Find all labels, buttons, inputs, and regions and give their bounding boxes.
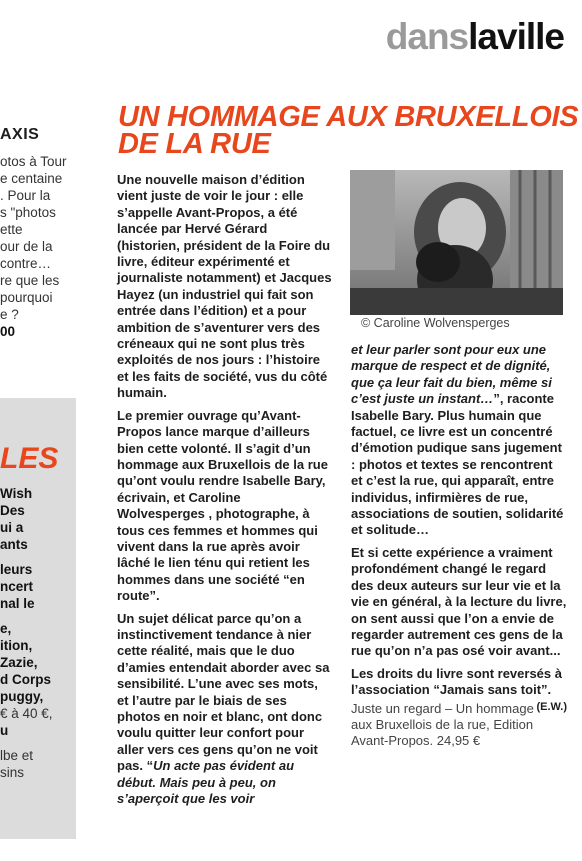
paragraph-4-text: ”, raconte Isabelle Bary. Plus humain que factuel, ce livre est un concentré d’émotion pudique sans jugement : photos et textes se rencontrent et c’est la rue, qui apparaît, entre individus, infirmières de rue, associations de soutien, solidarité et solitude… — [351, 391, 564, 538]
article-paragraph-6 — [351, 665, 567, 713]
masthead — [386, 18, 564, 55]
left-box-line: ition, — [0, 638, 33, 653]
left-column-price: 00 — [0, 324, 16, 339]
left-box-line: e, — [0, 621, 12, 636]
left-column-line: e ? — [0, 307, 19, 322]
article-column-1 — [117, 172, 332, 813]
left-box-line: ncert — [0, 579, 34, 594]
left-column-line: otos à Tour — [0, 154, 67, 169]
left-box-line: d Corps — [0, 672, 52, 687]
paragraph-4-quote: et leur parler sont pour eux une marque de respect et de dignité, que ça leur fait du bien, même si c’est juste un instant… — [351, 342, 552, 407]
left-box-line: sins — [0, 765, 25, 780]
left-box-line: nal le — [0, 596, 35, 611]
left-box-heading: LES — [0, 442, 59, 475]
left-box-line: lbe et — [0, 748, 34, 763]
masthead-part-laville: laville — [468, 16, 564, 57]
left-box-line: puggy, — [0, 689, 44, 704]
left-box-line: u — [0, 723, 9, 738]
article-headline — [118, 101, 579, 160]
article-paragraph-3 — [117, 611, 332, 808]
left-box-line: € à 40 €, — [0, 706, 53, 721]
left-column-line: re que les — [0, 273, 60, 288]
article-paragraph-4 — [351, 342, 567, 539]
article-paragraph-2: Le premier ouvrage qu’Avant-Propos lance marque d’ailleurs bien cette volonté. Il s’agit d’un hommage aux Bruxellois de la rue qu’ont voulu rendre Isabelle Bary, écrivain, et Caroline Wolvesperges , photographe, à tous ces femmes et hommes qui vivent dans la rue après avoir lâché le lien ténu qui retient les hommes dans une société “en route”. — [117, 407, 328, 604]
left-column-heading: AXIS — [0, 126, 40, 143]
left-box-line: leurs — [0, 562, 33, 577]
left-box-line: Zazie, — [0, 655, 38, 670]
paragraph-3-quote: Un acte pas évident au début. Mais peu à peu, on s’aperçoit que les voir — [117, 758, 295, 807]
photo-caption: © Caroline Wolvensperges — [361, 316, 510, 330]
article-paragraph-1: Une nouvelle maison d’édition vient juste de voir le jour : elle s’appelle Avant-Propos, a été lancée par Hervé Gérard (historien, président de la Foire du livre, éditeur expérimenté et journaliste notamment) et Jacques Hayez (un industriel qui fait son entrée dans l’édition) et a pour ambition de s’aventurer vers des créneaux qui ne sont plus très exploités de nos jours : l’histoire et les faits de société, vus du côté humain. — [117, 172, 332, 401]
masthead-part-dans: dans — [385, 16, 469, 57]
headline-line-1: UN HOMMAGE AUX BRUXELLOIS — [118, 101, 579, 133]
left-box-fragment — [0, 398, 76, 839]
left-column-line: e centaine — [0, 171, 63, 186]
left-box-line: Wish — [0, 486, 33, 501]
photo-illustration — [350, 170, 563, 315]
author-initials: (E.W.) — [536, 700, 567, 713]
left-box-lines — [0, 485, 76, 781]
left-box-line: ants — [0, 537, 28, 552]
left-column-line: our de la — [0, 239, 53, 254]
left-box-line: ui a — [0, 520, 24, 535]
headline-line-2: DE LA RUE — [118, 128, 271, 160]
box-gap — [0, 612, 76, 620]
left-box-line: Des — [0, 503, 25, 518]
box-gap — [0, 553, 76, 561]
left-column-line: ette — [0, 222, 23, 237]
article-photo — [350, 170, 563, 315]
left-column-lines — [0, 153, 76, 323]
book-info: Juste un regard – Un hommage aux Bruxellois de la rue, Edition Avant-Propos. 24,95 € — [351, 700, 534, 749]
paragraph-3-text: Un sujet délicat parce qu’on a instinctivement tendance à nier cette réalité, mais que le duo d’amies entendait aborder avec sa sensibilité. L’une avec ses mots, et l’autre par le biais de ses photos en noir et blanc, ont donc voulu quitter leur confort pour aller vers ces gens qu’on ne voit pas. “ — [117, 610, 330, 774]
article-paragraph-5: Et si cette expérience a vraiment profondément changé le regard des deux auteurs sur leur vie et la vie en général, à la lecture du livre, on sent aussi que l’on a envie de regarder autrement ces gens de la rue qu’on n’a pas osé voir avant... — [351, 544, 567, 659]
article-column-2 — [351, 342, 567, 750]
box-gap — [0, 739, 76, 747]
left-column-line: pourquoi — [0, 290, 53, 305]
left-column-line: . Pour la — [0, 188, 51, 203]
left-column-line: s "photos — [0, 205, 56, 220]
paragraph-6-text: Les droits du livre sont reversés à l’association “Jamais sans toit”. — [351, 665, 562, 698]
left-column-line: contre… — [0, 256, 52, 271]
left-column-fragment — [0, 126, 76, 340]
